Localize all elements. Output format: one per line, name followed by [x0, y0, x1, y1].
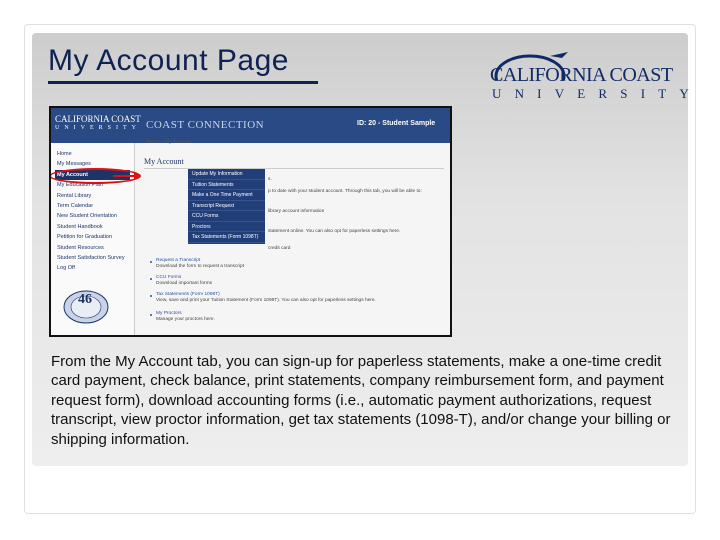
highlight-arrow [113, 175, 135, 177]
content-line: statement online. You can also opt for paperless settings here. [268, 229, 401, 234]
slide-body-text: From the My Account tab, you can sign-up for paperless statements, make a one-time credit card payment, check balance, print statements, company reimbursement form, and payment request form), download accounting forms (i.e., automatic payment authorizations, request transcript, view proctor information, get tax statements (1098-T), and/or change your billing or shipping information. [51, 353, 671, 448]
sidebar-item-my-account[interactable]: My Account [55, 170, 130, 180]
portal-logo-top: CALIFORNIA COAST [55, 114, 141, 124]
user-id: ID: 20 - Student Sample [357, 120, 436, 127]
sidebar-item-survey[interactable]: Student Satisfaction Survey [57, 254, 125, 261]
sidebar-item-rental-library[interactable]: Rental Library [57, 192, 92, 199]
bullet [150, 278, 152, 280]
link-my-proctors[interactable]: My Proctors [156, 311, 182, 316]
anniversary-number: 46 [78, 292, 92, 307]
sidebar-item-log-off[interactable]: Log Off [57, 265, 75, 272]
content-line: credit card [268, 246, 291, 251]
desc-my-proctors: Manage your proctors here. [156, 317, 215, 322]
menu-item-update-info[interactable]: Update My Information [188, 169, 265, 180]
portal-title: COAST CONNECTION [146, 119, 265, 131]
menu-item-ccu-forms[interactable]: CCU Forms [188, 211, 265, 222]
portal-header [51, 108, 450, 143]
bullet [150, 295, 152, 297]
desc-ccu-forms: Download important forms [156, 281, 212, 286]
sidebar-item-resources[interactable]: Student Resources [57, 244, 104, 251]
sidebar-item-graduation[interactable]: Petition for Graduation [57, 234, 113, 241]
sidebar-item-handbook[interactable]: Student Handbook [57, 223, 103, 230]
portal-main [144, 153, 448, 333]
content-line: library account information [268, 209, 325, 214]
menu-item-proctors[interactable]: Proctors [188, 222, 265, 233]
link-tax-statements[interactable]: Tax Statements (Form 1098T) [156, 292, 220, 297]
logo-text-top: CALIFORNIA COAST [490, 64, 673, 86]
sidebar-item-orientation[interactable]: New Student Orientation [57, 213, 117, 220]
portal-logo [55, 112, 141, 138]
breadcrumb[interactable]: Home » My Account [146, 139, 191, 145]
content-line: p to date with your student account. Through this tab, you will be able to: [268, 189, 422, 194]
content-line: s. [268, 177, 272, 182]
sidebar-item-messages[interactable]: My Messages [57, 161, 91, 168]
menu-item-tax-statements[interactable]: Tax Statements (Form 1098T) [188, 232, 265, 243]
university-logo [490, 50, 702, 101]
bullet [150, 261, 152, 263]
account-page-screenshot [49, 106, 452, 337]
desc-request-transcript: Download the form to request a transcript [156, 264, 244, 269]
sidebar-item-education-plan[interactable]: My Education Plan [57, 182, 103, 189]
page-heading: My Account [144, 157, 184, 166]
menu-item-one-time-payment[interactable]: Make a One Time Payment [188, 190, 265, 201]
logo-text-bottom: UNIVERSITY [492, 86, 702, 101]
bullet [150, 314, 152, 316]
menu-item-tuition-statements[interactable]: Tuition Statements [188, 180, 265, 191]
menu-item-transcript-request[interactable]: Transcript Request [188, 201, 265, 212]
portal-logo-bottom: UNIVERSITY [55, 125, 141, 131]
title-underline [48, 81, 318, 84]
link-request-transcript[interactable]: Request a Transcript [156, 258, 201, 263]
sidebar-item-term-calendar[interactable]: Term Calendar [57, 202, 94, 209]
sidebar-item-home[interactable]: Home [57, 151, 72, 157]
link-ccu-forms[interactable]: CCU Forms [156, 275, 182, 280]
desc-tax-statements: View, save and print your Tuition Statement (Form 1098T). You can also opt for paperless settings here. [156, 298, 376, 303]
account-dropdown-menu [188, 169, 265, 244]
slide-title: My Account Page [48, 44, 289, 77]
